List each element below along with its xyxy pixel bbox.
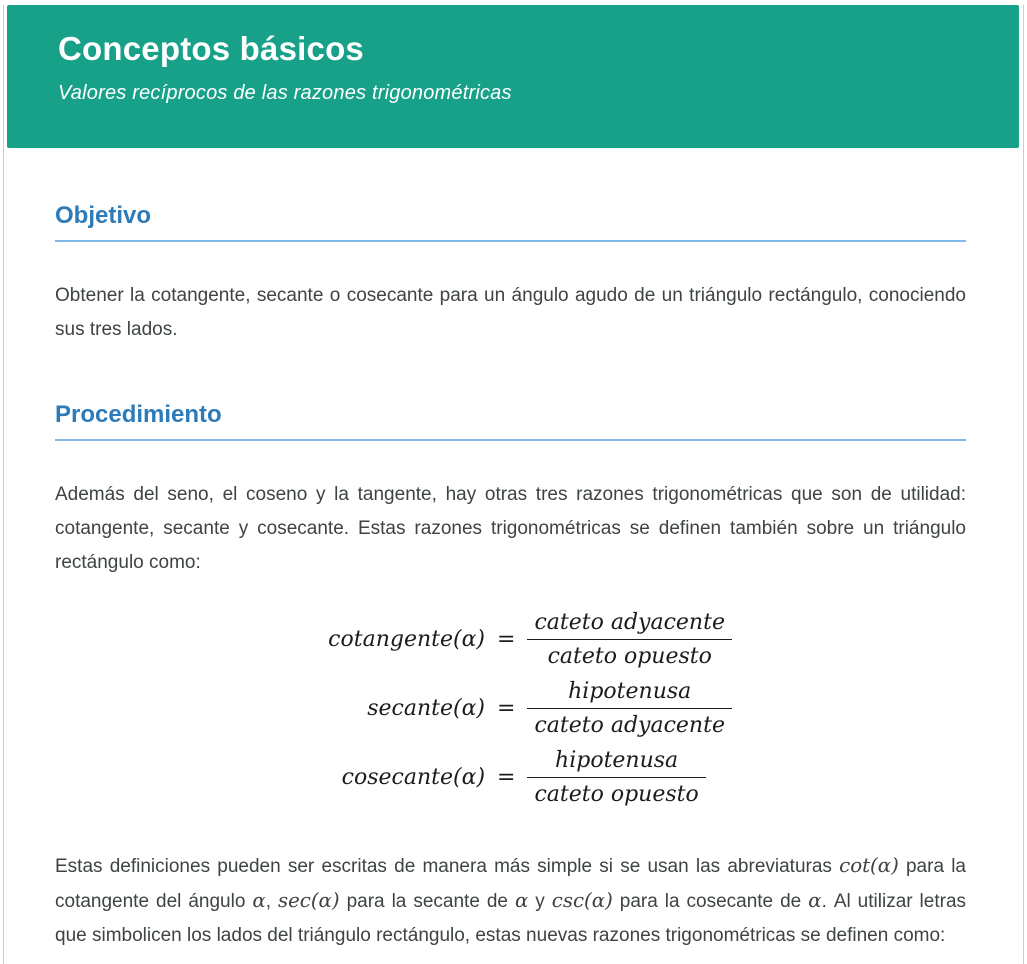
- paragraph-text: y: [528, 891, 552, 912]
- equation-secant: [289, 679, 732, 738]
- lesson-content: [4, 202, 1023, 953]
- fraction-numerator: hipotenusa: [568, 679, 692, 704]
- inline-math-alpha: α: [514, 889, 529, 912]
- abbreviations-paragraph: [55, 849, 966, 953]
- inline-math-csc: csc(α): [551, 889, 613, 912]
- paragraph-text: para la cotangente del ángulo: [55, 856, 967, 912]
- fraction-denominator: cateto opuesto: [527, 777, 705, 807]
- fraction-denominator: cateto opuesto: [527, 639, 732, 669]
- objetivo-paragraph: Obtener la cotangente, secante o cosecante para un ángulo agudo de un triángulo rectángulo, conociendo sus tres lados.: [55, 285, 966, 340]
- paragraph-text: . Al utilizar letras que simbolicen los lados del triángulo rectángulo, estas nuevas razones trigonométricas se definen como:: [55, 891, 967, 946]
- objetivo-heading: Objetivo: [55, 202, 966, 242]
- equation-lhs: cotangente(α): [328, 627, 486, 652]
- fraction-numerator: cateto adyacente: [534, 610, 725, 635]
- equals-sign: =: [497, 765, 516, 790]
- equals-sign: =: [497, 696, 516, 721]
- procedimiento-heading: Procedimiento: [55, 401, 966, 441]
- procedimiento-intro-paragraph: Además del seno, el coseno y la tangente, hay otras tres razones trigonométricas que son de utilidad: cotangente, secante y cosecante. Estas razones trigonométricas se definen también sobre un triángulo rectángulo como:: [55, 484, 966, 573]
- fraction-denominator: cateto adyacente: [527, 708, 732, 738]
- equation-cotangent: [289, 610, 732, 669]
- section-objetivo: [55, 202, 966, 347]
- section-procedimiento: [55, 401, 966, 953]
- inline-math-alpha: α: [808, 889, 822, 912]
- page-title: Conceptos básicos: [58, 30, 364, 67]
- equation-lhs: secante(α): [367, 696, 486, 721]
- equation-lhs: cosecante(α): [341, 765, 486, 790]
- lesson-header: [7, 5, 1019, 148]
- fraction-numerator: hipotenusa: [555, 748, 679, 773]
- inline-math-cot: cot(α): [839, 854, 899, 877]
- equation-block: [289, 610, 732, 807]
- page-subtitle: Valores recíprocos de las razones trigonométricas: [58, 82, 512, 105]
- fraction: [527, 748, 705, 807]
- page-frame: [3, 5, 1024, 964]
- fraction: [527, 610, 732, 669]
- equals-sign: =: [497, 627, 516, 652]
- equation-cosecant: [289, 748, 732, 807]
- paragraph-text: para la cosecante de: [612, 891, 809, 912]
- fraction: [527, 679, 732, 738]
- paragraph-text: ,: [265, 891, 278, 912]
- inline-math-alpha: α: [252, 889, 266, 912]
- paragraph-text: para la secante de: [339, 891, 515, 912]
- inline-math-sec: sec(α): [277, 889, 340, 912]
- paragraph-text: Estas definiciones pueden ser escritas de manera más simple si se usan las abreviaturas: [55, 856, 840, 877]
